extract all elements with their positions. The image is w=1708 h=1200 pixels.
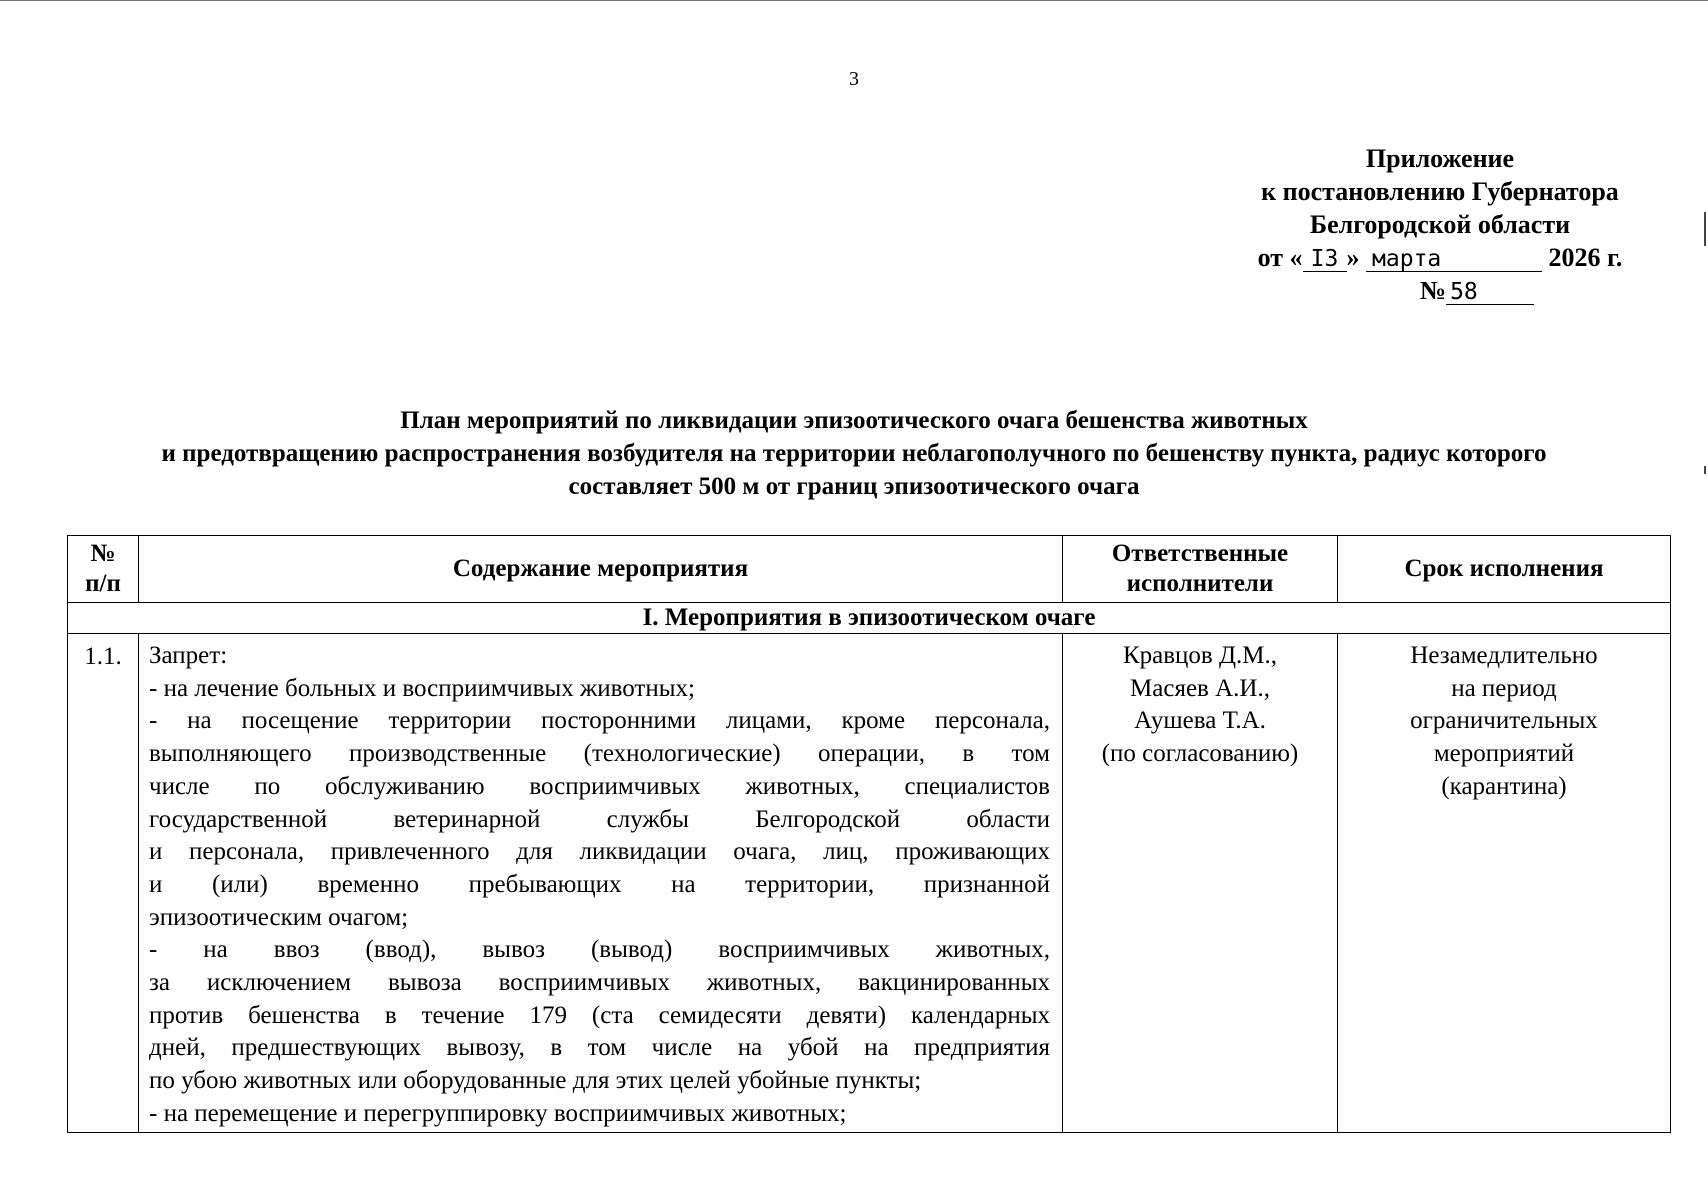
page-top-edge xyxy=(0,0,1708,1)
document-title xyxy=(40,404,1668,503)
deadline-line: на период xyxy=(1451,674,1557,702)
header-responsible-line: Ответственные xyxy=(1111,540,1289,567)
header-number-label: п/п xyxy=(85,570,121,597)
deadline-line: (карантина) xyxy=(1441,772,1567,800)
section-row xyxy=(68,603,1671,634)
date-prefix: от « xyxy=(1257,243,1303,272)
deadline-line: Незамедлительно xyxy=(1410,642,1598,669)
row-responsible xyxy=(1063,634,1338,1133)
scan-edge-mark xyxy=(1704,212,1706,246)
header-number xyxy=(68,536,139,603)
measures-table xyxy=(67,535,1671,1133)
appendix-region: Белгородской области xyxy=(1309,210,1571,239)
content-line: и (или) временно пребывающих на территории, признанной xyxy=(149,870,1050,898)
content-line: числе по обслуживанию восприимчивых животных, специалистов xyxy=(149,772,1050,800)
title-line: и предотвращению распространения возбудителя на территории неблагополучного по бешенству пункта, радиус которого xyxy=(161,440,1547,467)
responsible-line: Масяев А.И., xyxy=(1130,674,1270,702)
content-line: за исключением вывоза восприимчивых животных, вакцинированных xyxy=(149,969,1050,997)
header-responsible-line: исполнители xyxy=(1126,570,1274,597)
scan-edge-mark xyxy=(1704,466,1706,474)
number-prefix: № xyxy=(1419,276,1447,305)
header-number-sign: № xyxy=(90,540,116,567)
deadline-line: мероприятий xyxy=(1433,740,1575,768)
header-deadline: Срок исполнения xyxy=(1338,536,1671,603)
date-day: I3 xyxy=(1303,247,1347,272)
content-line: - на посещение территории посторонними лицами, кроме персонала, xyxy=(149,707,1050,735)
date-year: 2026 г. xyxy=(1548,243,1623,272)
content-line: выполняющего производственные (технологические) операции, в том xyxy=(149,740,1050,768)
appendix-title: Приложение xyxy=(1365,144,1515,173)
content-line: Запрет: xyxy=(149,642,228,669)
content-line: - на лечение больных и восприимчивых животных; xyxy=(149,674,695,702)
date-close: » xyxy=(1346,243,1360,272)
content-line: - на ввоз (ввод), вывоз (вывод) восприимчивых животных, xyxy=(149,936,1050,964)
content-line: и персонала, привлеченного для ликвидации очага, лиц, проживающих xyxy=(149,838,1050,866)
appendix-reference: к постановлению Губернатора xyxy=(1261,177,1619,206)
appendix-number xyxy=(1200,274,1680,307)
date-month: марта xyxy=(1366,247,1542,272)
responsible-line: (по согласованию) xyxy=(1101,740,1299,768)
table-row xyxy=(68,634,1671,1133)
header-responsible xyxy=(1063,536,1338,603)
header-content: Содержание мероприятия xyxy=(139,536,1063,603)
row-content xyxy=(139,634,1063,1133)
section-title: I. Мероприятия в эпизоотическом очаге xyxy=(68,603,1671,634)
row-deadline xyxy=(1338,634,1671,1133)
responsible-line: Кравцов Д.М., xyxy=(1122,642,1278,669)
deadline-line: ограничительных xyxy=(1410,707,1598,735)
responsible-line: Аушева Т.А. xyxy=(1134,707,1266,735)
content-line: по убою животных или оборудованные для этих целей убойные пункты; xyxy=(149,1067,922,1095)
content-line: - на перемещение и перегруппировку восприимчивых животных; xyxy=(149,1099,847,1127)
content-line: дней, предшествующих вывозу, в том числе на убой на предприятия xyxy=(149,1034,1050,1062)
title-line: составляет 500 м от границ эпизоотического очага xyxy=(568,473,1140,500)
content-line: государственной ветеринарной службы Белгородской области xyxy=(149,805,1050,833)
row-number: 1.1. xyxy=(68,634,139,1133)
table-header-row xyxy=(68,536,1671,603)
appendix-header xyxy=(1200,142,1680,307)
appendix-date xyxy=(1200,241,1680,274)
content-line: эпизоотическим очагом; xyxy=(149,903,409,931)
page-number: 3 xyxy=(849,68,859,90)
number-value: 58 xyxy=(1446,280,1534,305)
content-line: против бешенства в течение 179 (ста семидесяти девяти) календарных xyxy=(149,1001,1050,1029)
title-line: План мероприятий по ликвидации эпизоотического очага бешенства животных xyxy=(400,407,1308,434)
